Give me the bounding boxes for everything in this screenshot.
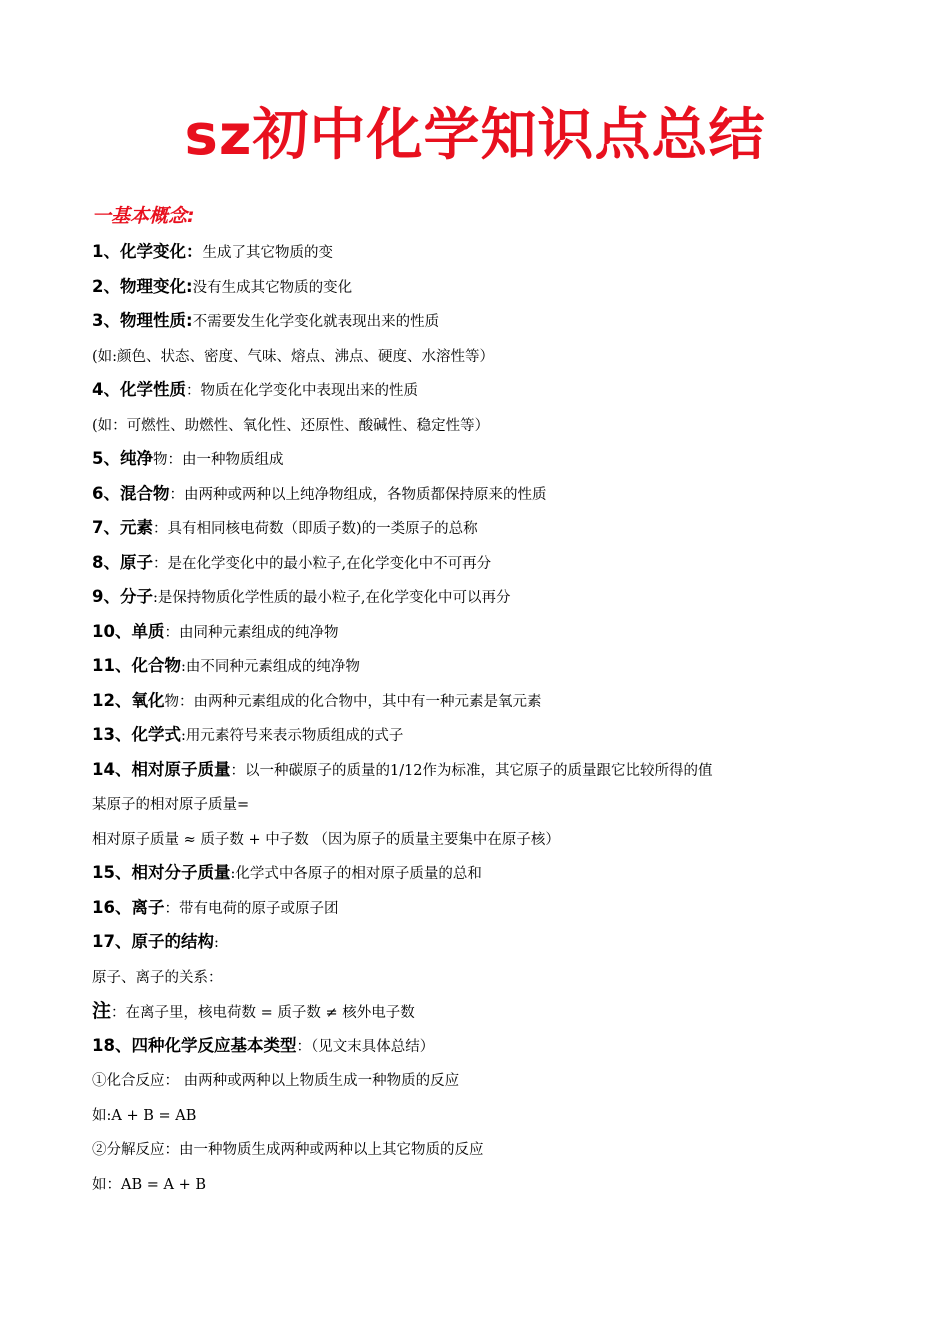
concept-term: 6、混合物 (92, 483, 170, 503)
concept-line (92, 996, 912, 1031)
concept-description: :用元素符号来表示物质组成的式子 (180, 728, 404, 744)
concept-description: 不需要发生化学变化就表现出来的性质 (192, 314, 440, 330)
concept-line (92, 237, 912, 272)
concept-line (92, 962, 912, 997)
concept-description: ：带有电荷的原子或原子团 (164, 900, 339, 917)
concept-line (92, 927, 912, 962)
concept-line (92, 858, 912, 893)
concept-line (92, 893, 912, 928)
concept-term: 3、物理性质: (92, 311, 193, 330)
note-marker: 注 (92, 1000, 112, 1022)
concept-description: 生成了其它物质的变 (202, 245, 333, 261)
concept-description: 某原子的相对原子质量= (92, 797, 250, 813)
concept-term: 11、化合物 (92, 656, 181, 675)
concept-line (92, 1100, 912, 1135)
concept-term: 12、氧化 (92, 690, 165, 710)
document-title: sz初中化学知识点总结 (184, 103, 766, 168)
concept-line (92, 1169, 912, 1204)
concept-description: (如:颜色、状态、密度、气味、熔点、沸点、硬度、水溶性等） (92, 348, 495, 365)
concept-description: (如：可燃性、助燃性、氧化性、还原性、酸碱性、稳定性等） (92, 417, 490, 434)
concept-description: 物：由一种物质组成 (152, 452, 284, 468)
concept-description: ：以一种碳原子的质量的1/12作为标准，其它原子的质量跟它比较所得的值 (230, 762, 713, 779)
concept-term: 9、分子 (92, 587, 153, 606)
concept-line (92, 789, 912, 824)
concept-line (92, 755, 912, 790)
concept-description: ：物质在化学变化中表现出来的性质 (185, 383, 418, 399)
concept-description: :是保持物质化学性质的最小粒子,在化学变化中可以再分 (152, 590, 511, 606)
concept-description: 如:A + B = AB (92, 1107, 197, 1124)
concept-description: 物：由两种元素组成的化合物中，其中有一种元素是氧元素 (164, 693, 542, 710)
concept-term: 2、物理变化: (92, 276, 193, 296)
concept-description: 没有生成其它物质的变化 (192, 279, 353, 296)
concept-term: 17、原子的结构 (92, 932, 214, 951)
concept-term: 1、化学变化： (92, 242, 203, 261)
concept-description: ①化合反应： 由两种或两种以上物质生成一种物质的反应 (92, 1073, 460, 1089)
concept-line (92, 651, 912, 686)
concept-list (92, 237, 912, 1203)
concept-description: ：具有相同核电荷数（即质子数)的一类原子的总称 (152, 521, 478, 537)
concept-line (92, 479, 912, 514)
concept-term: 16、离子 (92, 897, 165, 917)
concept-term: 18、四种化学反应基本类型 (92, 1035, 297, 1055)
concept-line (92, 341, 912, 376)
concept-description: 原子、离子的关系： (92, 969, 223, 986)
concept-line (92, 410, 912, 445)
concept-line (92, 720, 912, 755)
concept-description: :由不同种元素组成的纯净物 (180, 659, 360, 675)
concept-term: 15、相对分子质量 (92, 863, 231, 882)
concept-line (92, 513, 912, 548)
concept-line (92, 824, 912, 859)
concept-description: ②分解反应：由一种物质生成两种或两种以上其它物质的反应 (92, 1142, 484, 1158)
concept-term: 7、元素 (92, 518, 153, 537)
concept-description: : (213, 935, 219, 951)
concept-term: 14、相对原子质量 (92, 759, 231, 779)
concept-description: ：由两种或两种以上纯净物组成，各物质都保持原来的性质 (169, 486, 547, 503)
concept-term: 13、化学式 (92, 725, 181, 744)
concept-description: ：在离子里，核电荷数 = 质子数 ≠ 核外电子数 (111, 1005, 415, 1021)
concept-line (92, 306, 912, 341)
concept-term: 4、化学性质 (92, 380, 186, 399)
concept-description: 相对原子质量 ≈ 质子数 + 中子数 （因为原子的质量主要集中在原子核） (92, 831, 560, 848)
section-heading: 一基本概念: (92, 205, 195, 227)
concept-term: 8、原子 (92, 552, 153, 572)
concept-term: 10、单质 (92, 621, 165, 641)
concept-line (92, 272, 912, 307)
concept-line (92, 582, 912, 617)
concept-description: ：（见文末具体总结） (296, 1038, 435, 1055)
concept-description: ：是在化学变化中的最小粒子,在化学变化中不可再分 (152, 555, 492, 572)
concept-description: :化学式中各原子的相对原子质量的总和 (230, 866, 482, 882)
concept-line (92, 548, 912, 583)
concept-description: 如：AB = A + B (92, 1176, 206, 1193)
concept-term: 5、纯净 (92, 449, 153, 468)
concept-line (92, 617, 912, 652)
concept-description: ：由同种元素组成的纯净物 (164, 624, 339, 641)
concept-line (92, 1065, 912, 1100)
concept-line (92, 686, 912, 721)
concept-line (92, 1031, 912, 1066)
concept-line (92, 1134, 912, 1169)
concept-line (92, 375, 912, 410)
concept-line (92, 444, 912, 479)
